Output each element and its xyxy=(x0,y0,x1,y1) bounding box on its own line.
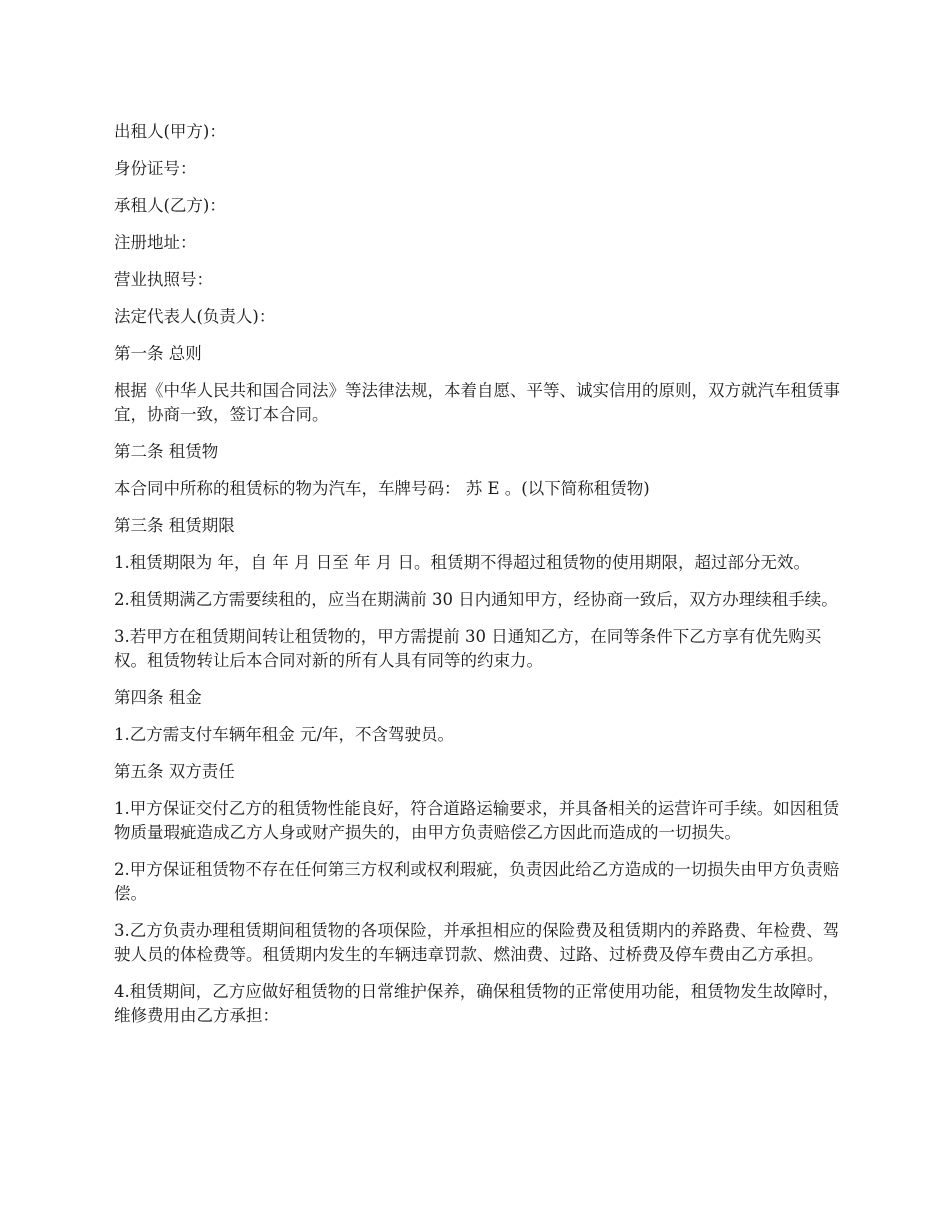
lessee-field: 承租人(乙方)： xyxy=(114,196,226,215)
article-5-clause-2: 2.甲方保证租赁物不存在任何第三方权利或权利瑕疵，负责因此给乙方造成的一切损失由甲方负责赔偿。 xyxy=(114,860,840,903)
article-5-clause-1: 1.甲方保证交付乙方的租赁物性能良好，符合道路运输要求，并具备相关的运营许可手续。如因租赁物质量瑕疵造成乙方人身或财产损失的，由甲方负责赔偿乙方因此而造成的一切损失。 xyxy=(114,799,840,842)
article-5-clause-4: 4.租赁期间，乙方应做好租赁物的日常维护保养，确保租赁物的正常使用功能，租赁物发生故障时，维修费用由乙方承担： xyxy=(114,982,840,1025)
article-2-heading: 第二条 租赁物 xyxy=(114,442,219,461)
article-4-heading: 第四条 租金 xyxy=(114,688,202,707)
article-2-text: 本合同中所称的租赁标的物为汽车，车牌号码： 苏 E 。(以下简称租赁物) xyxy=(114,479,650,498)
lessor-field: 出租人(甲方)： xyxy=(114,122,226,141)
article-5-clause-3: 3.乙方负责办理租赁期间租赁物的各项保险，并承担相应的保险费及租赁期内的养路费、年检费、驾驶人员的体检费等。租赁期内发生的车辆违章罚款、燃油费、过路、过桥费及停车费由乙方承担。 xyxy=(114,921,840,964)
article-3-clause-3: 3.若甲方在租赁期间转让租赁物的，甲方需提前 30 日通知乙方，在同等条件下乙方享有优先购买权。租赁物转让后本合同对新的所有人具有同等的约束力。 xyxy=(114,627,822,670)
article-3-clause-2: 2.租赁期满乙方需要续租的，应当在期满前 30 日内通知甲方，经协商一致后，双方办理续租手续。 xyxy=(114,590,838,609)
legal-representative-field: 法定代表人(负责人)： xyxy=(114,307,276,326)
article-5-heading: 第五条 双方责任 xyxy=(114,762,235,781)
registered-address-field: 注册地址： xyxy=(114,233,197,252)
business-license-field: 营业执照号： xyxy=(114,270,213,289)
contract-document xyxy=(114,120,840,1041)
article-1-heading: 第一条 总则 xyxy=(114,344,202,363)
id-number-field: 身份证号： xyxy=(114,159,197,178)
article-4-clause-1: 1.乙方需支付车辆年租金 元/年，不含驾驶员。 xyxy=(114,725,455,744)
article-3-clause-1: 1.租赁期限为 年，自 年 月 日至 年 月 日。租赁期不得超过租赁物的使用期限，超过部分无效。 xyxy=(114,553,810,572)
article-3-heading: 第三条 租赁期限 xyxy=(114,516,235,535)
article-1-text: 根据《中华人民共和国合同法》等法律法规，本着自愿、平等、诚实信用的原则，双方就汽车租赁事宜，协商一致，签订本合同。 xyxy=(114,381,840,424)
